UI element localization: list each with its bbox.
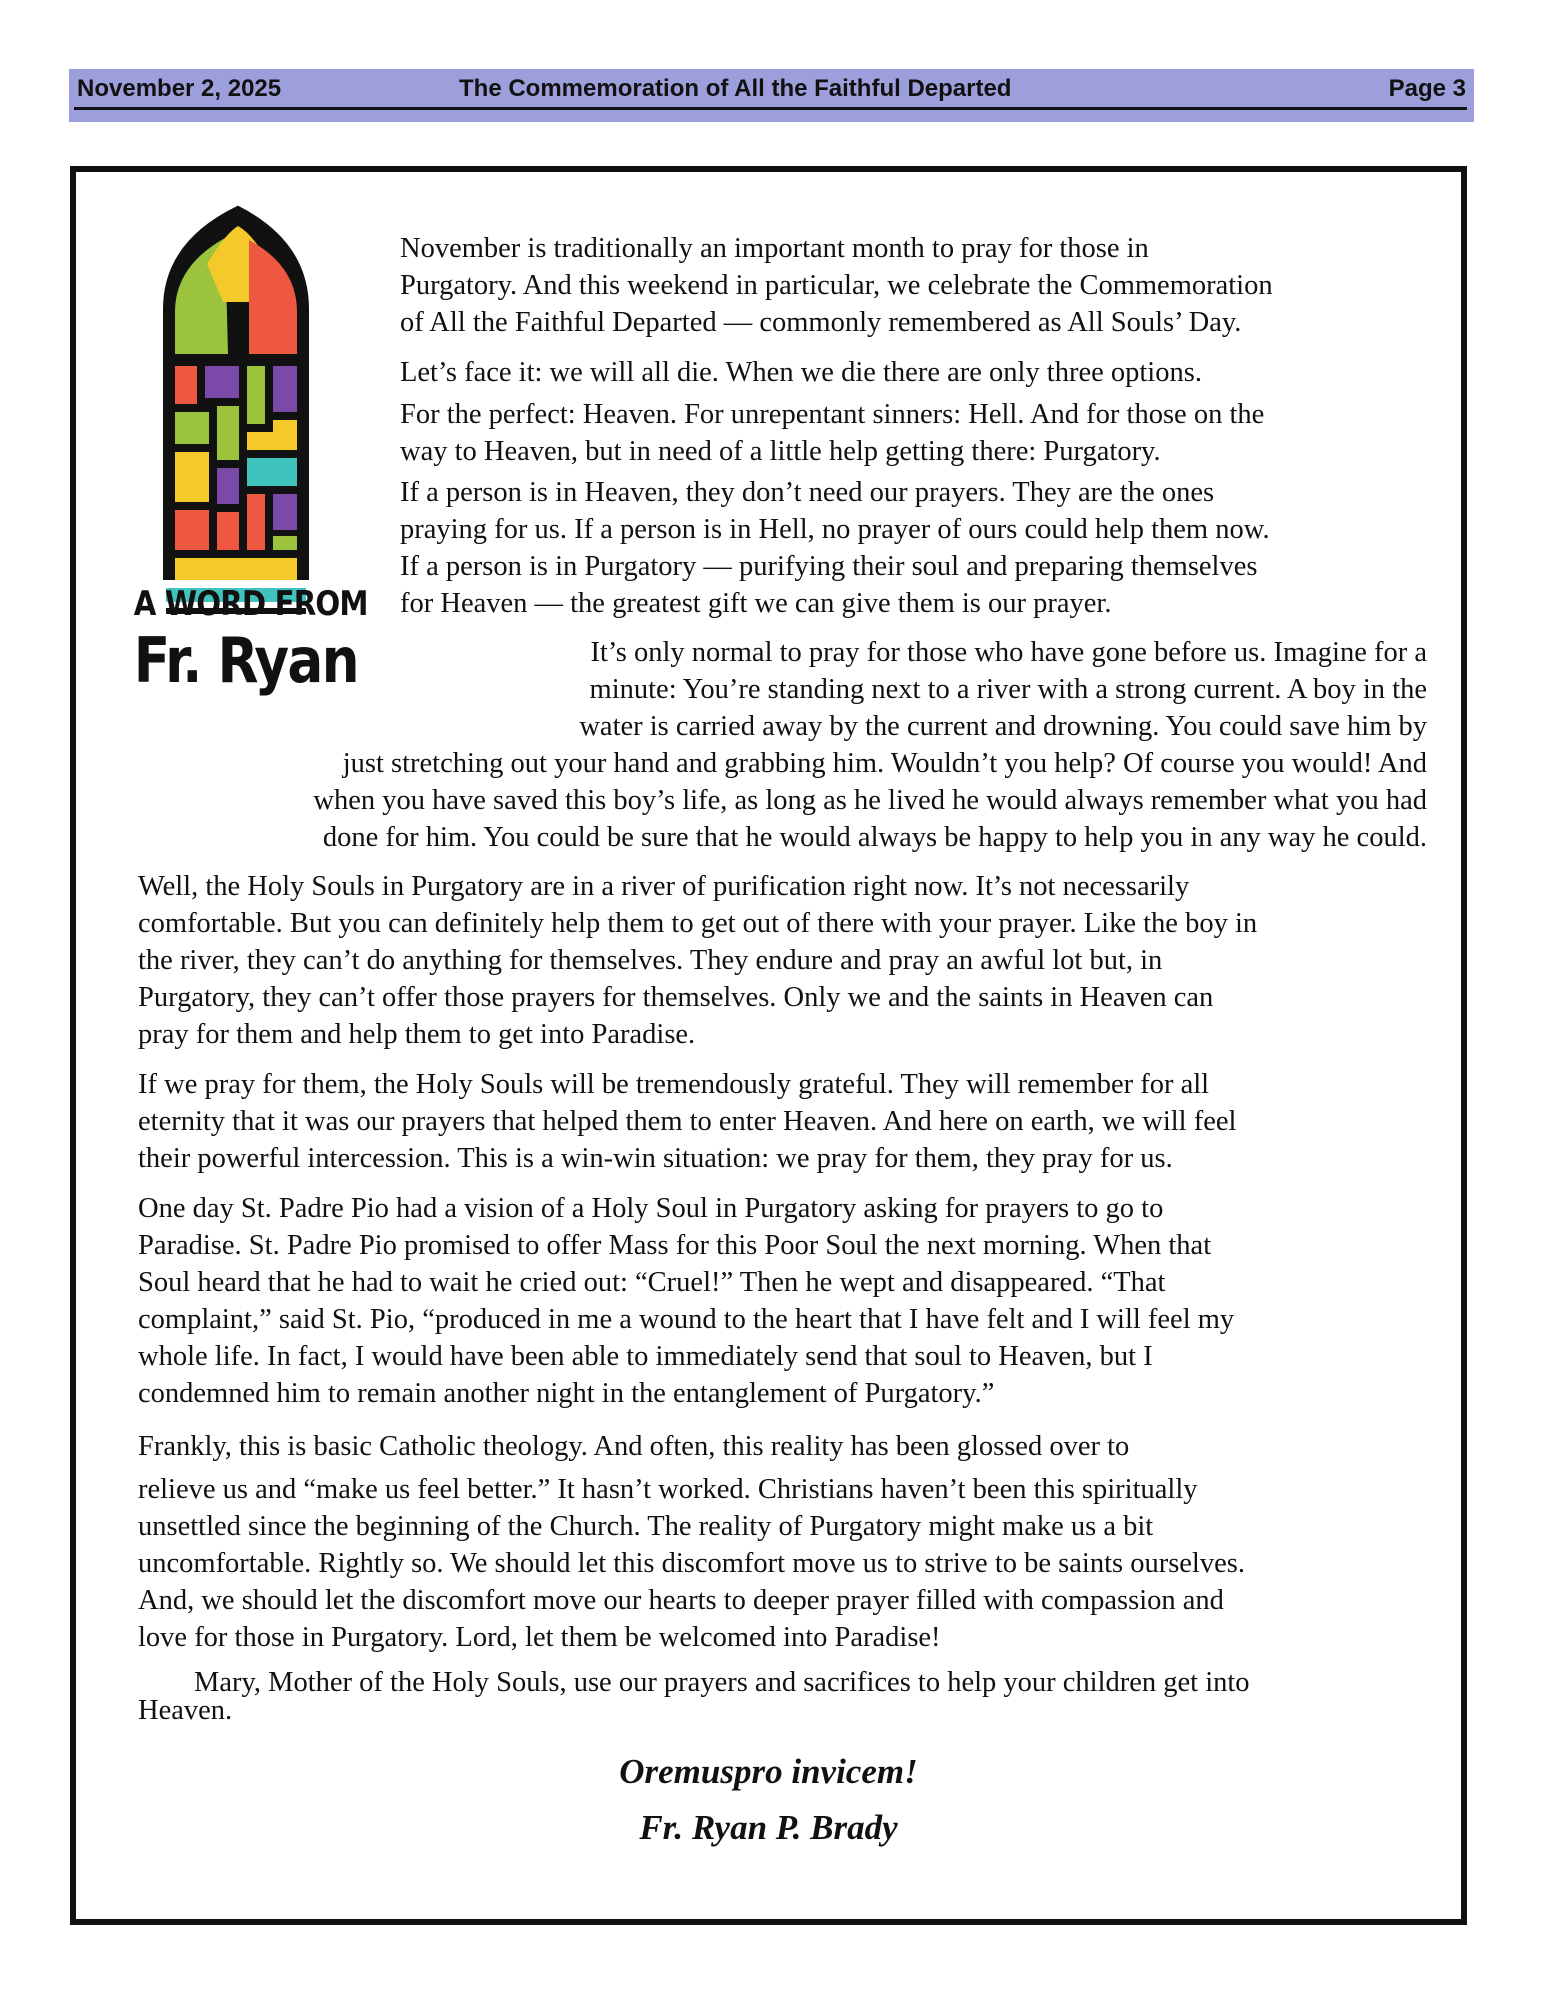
paragraph-9-line: uncomfortable. Rightly so. We should let this discomfort move us to strive to be saints ourselves. — [138, 1548, 1245, 1579]
paragraph-4-line: praying for us. If a person is in Hell, no prayer of ours could help them now. — [400, 514, 1270, 545]
header-title: The Commemoration of All the Faithful Departed — [459, 75, 1012, 102]
paragraph-5-line: just stretching out your hand and grabbing him. Wouldn’t you help? Of course you would! And — [342, 748, 1427, 779]
paragraph-9-line: Frankly, this is basic Catholic theology. And often, this reality has been glossed over to — [138, 1431, 1130, 1462]
paragraph-6-line: pray for them and help them to get into Paradise. — [138, 1019, 696, 1050]
paragraph-6-line: comfortable. But you can definitely help them to get out of there with your prayer. Like the boy in — [138, 908, 1258, 939]
paragraph-9-line: unsettled since the beginning of the Church. The reality of Purgatory might make us a bit — [138, 1511, 1154, 1542]
paragraph-3-line: way to Heaven, but in need of a little help getting there: Purgatory. — [400, 436, 1161, 467]
closing-motto: Oremuspro invicem! — [619, 1752, 918, 1791]
paragraph-8-line: One day St. Padre Pio had a vision of a Holy Soul in Purgatory asking for prayers to go to — [138, 1193, 1164, 1224]
paragraph-4-line: for Heaven — the greatest gift we can give them is our prayer. — [400, 588, 1112, 619]
paragraph-8-line: Soul heard that he had to wait he cried out: “Cruel!” Then he wept and disappeared. “That — [138, 1267, 1166, 1298]
paragraph-8-line: condemned him to remain another night in the entanglement of Purgatory.” — [138, 1378, 995, 1409]
paragraph-9-line: love for those in Purgatory. Lord, let them be welcomed into Paradise! — [138, 1622, 941, 1653]
logo-line-2: Fr. Ryan — [133, 624, 358, 697]
header-date: November 2, 2025 — [77, 75, 282, 102]
paragraph-1-line: Purgatory. And this weekend in particular, we celebrate the Commemoration — [400, 270, 1273, 301]
paragraph-8-line: whole life. In fact, I would have been able to immediately send that soul to Heaven, but I — [138, 1341, 1153, 1372]
paragraph-8-line: Paradise. St. Padre Pio promised to offer Mass for this Poor Soul the next morning. When that — [138, 1230, 1212, 1261]
paragraph-1-line: of All the Faithful Departed — commonly remembered as All Souls’ Day. — [400, 307, 1242, 338]
paragraph-6-line: the river, they can’t do anything for themselves. They endure and pray an awful lot but, in — [138, 945, 1163, 976]
paragraph-2-line: Let’s face it: we will all die. When we die there are only three options. — [400, 357, 1202, 388]
paragraph-9-line: relieve us and “make us feel better.” It hasn’t worked. Christians haven’t been this spiritually — [138, 1474, 1198, 1505]
paragraph-10-line: Mary, Mother of the Holy Souls, use our prayers and sacrifices to help your children get into — [194, 1667, 1250, 1698]
header-rule — [74, 107, 1467, 110]
header-page-number: Page 3 — [1388, 75, 1466, 102]
paragraph-9-line: And, we should let the discomfort move our hearts to deeper prayer filled with compassion and — [138, 1585, 1224, 1616]
paragraph-5-line: when you have saved this boy’s life, as long as he lived he would always remember what you had — [313, 785, 1427, 816]
paragraph-7-line: their powerful intercession. This is a win-win situation: we pray for them, they pray for us. — [138, 1143, 1173, 1174]
paragraph-7-line: eternity that it was our prayers that helped them to enter Heaven. And here on earth, we will feel — [138, 1106, 1237, 1137]
paragraph-5-line: done for him. You could be sure that he would always be happy to help you in any way he could. — [322, 822, 1427, 853]
paragraph-1-line: November is traditionally an important month to pray for those in — [400, 233, 1149, 264]
paragraph-7-line: If we pray for them, the Holy Souls will be tremendously grateful. They will remember for all — [138, 1069, 1210, 1100]
signature: Fr. Ryan P. Brady — [639, 1808, 898, 1847]
paragraph-4-line: If a person is in Heaven, they don’t need our prayers. They are the ones — [400, 477, 1215, 508]
paragraph-5-line: water is carried away by the current and drowning. You could save him by — [579, 711, 1427, 742]
logo-line-1: A WORD FROM — [133, 584, 368, 624]
paragraph-10-line: Heaven. — [138, 1695, 233, 1726]
paragraph-8-line: complaint,” said St. Pio, “produced in me a wound to the heart that I have felt and I will feel my — [138, 1304, 1235, 1335]
paragraph-3-line: For the perfect: Heaven. For unrepentant sinners: Hell. And for those on the — [400, 399, 1265, 430]
paragraph-5-line: It’s only normal to pray for those who have gone before us. Imagine for a — [590, 637, 1427, 668]
paragraph-4-line: If a person is in Purgatory — purifying their soul and preparing themselves — [400, 551, 1258, 582]
paragraph-5-line: minute: You’re standing next to a river with a strong current. A boy in the — [589, 674, 1427, 705]
page-header — [69, 69, 1474, 122]
paragraph-6-line: Purgatory, they can’t offer those prayers for themselves. Only we and the saints in Heaven can — [138, 982, 1214, 1013]
paragraph-6-line: Well, the Holy Souls in Purgatory are in a river of purification right now. It’s not necessarily — [138, 871, 1190, 902]
